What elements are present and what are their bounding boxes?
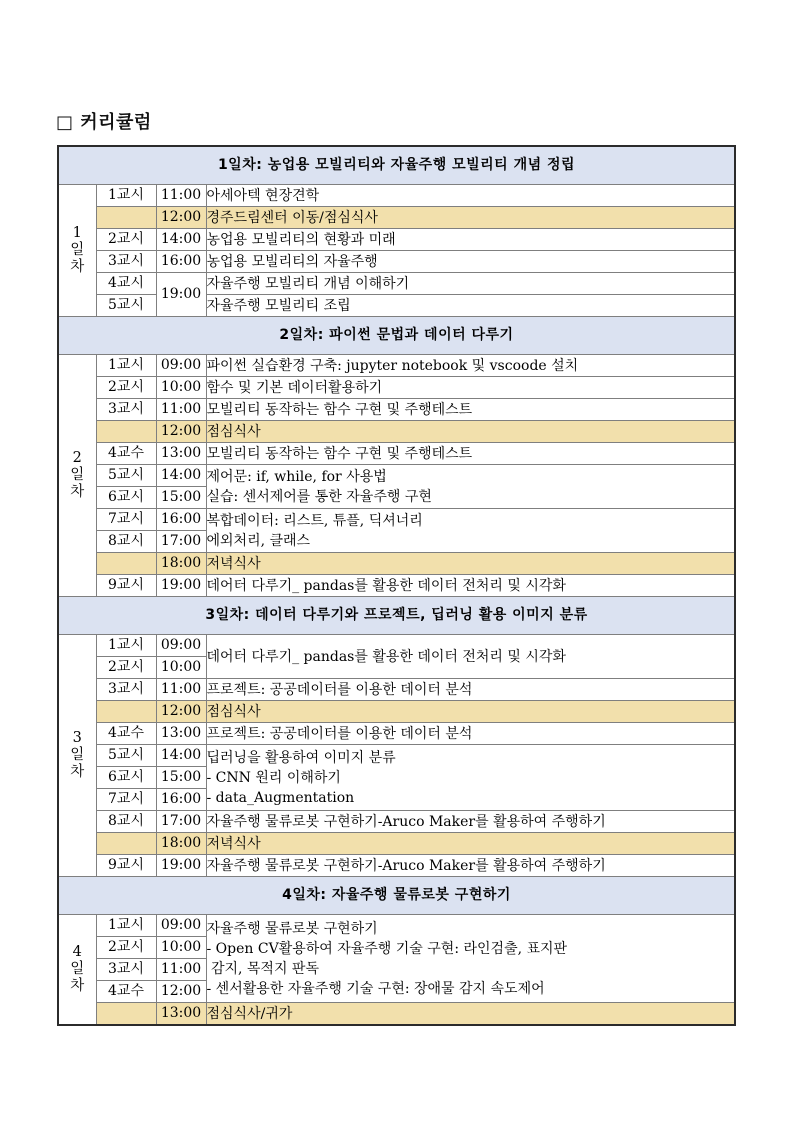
content-lines (207, 1004, 735, 1024)
page-title: □ 커리큘럼 (56, 112, 152, 133)
day-label-char: 차 (70, 764, 85, 780)
content-cell (206, 465, 735, 509)
time-cell: 12:00 (156, 207, 206, 229)
time-cell: 11:00 (156, 185, 206, 207)
content-lines (207, 834, 735, 854)
content-lines (207, 702, 735, 722)
content-lines (207, 467, 735, 507)
day-label-char: 3 (72, 730, 82, 746)
period-cell: 7교시 (96, 509, 156, 531)
content-cell (206, 509, 735, 553)
content-line: 농업용 모빌리티의 자율주행 (206, 253, 378, 270)
schedule-row (58, 399, 735, 421)
period-cell: 7교시 (96, 789, 156, 811)
schedule-row (58, 679, 735, 701)
content-cell (206, 701, 735, 723)
day-band-row (58, 146, 735, 185)
content-line: 제어문: if, while, for 사용법 (206, 468, 387, 485)
content-line: - Open CV활용하여 자율주행 기술 구현: 라인검출, 표지판 (206, 940, 568, 957)
schedule-row (58, 553, 735, 575)
period-cell (96, 701, 156, 723)
period-cell: 8교시 (96, 811, 156, 833)
time-cell: 14:00 (156, 465, 206, 487)
content-cell (206, 185, 735, 207)
content-lines (207, 919, 735, 999)
day-label-char: 4 (72, 944, 82, 960)
period-cell: 9교시 (96, 855, 156, 877)
content-line: 복합데이터: 리스트, 튜플, 딕셔너리 (206, 512, 423, 529)
schedule-row (58, 915, 735, 937)
content-line: 파이썬 실습환경 구축: jupyter notebook 및 vscoode 설치 (206, 357, 579, 374)
period-cell: 1교시 (96, 915, 156, 937)
content-line: 농업용 모빌리티의 현황과 미래 (206, 231, 396, 248)
content-lines (207, 252, 735, 272)
time-cell: 10:00 (156, 657, 206, 679)
content-line: 저녁식사 (206, 555, 261, 572)
day-label (59, 450, 96, 501)
period-cell: 3교시 (96, 679, 156, 701)
day-cell (58, 915, 96, 1026)
content-cell (206, 295, 735, 317)
content-lines (207, 296, 735, 316)
period-cell: 5교시 (96, 745, 156, 767)
content-cell (206, 833, 735, 855)
period-cell: 6교시 (96, 487, 156, 509)
time-cell: 09:00 (156, 915, 206, 937)
content-line: 점심식사/귀가 (206, 1005, 293, 1022)
content-cell (206, 679, 735, 701)
period-cell (96, 1003, 156, 1026)
content-lines (207, 378, 735, 398)
time-cell: 12:00 (156, 701, 206, 723)
schedule-row (58, 575, 735, 597)
content-cell (206, 575, 735, 597)
content-lines (207, 356, 735, 376)
content-cell (206, 443, 735, 465)
content-line: 자율주행 물류로봇 구현하기 (206, 920, 378, 937)
content-line: 에외처리, 클래스 (206, 532, 311, 549)
time-cell: 19:00 (156, 273, 206, 317)
time-cell: 18:00 (156, 833, 206, 855)
day-label-char: 일 (70, 961, 85, 977)
period-cell: 8교시 (96, 531, 156, 553)
time-cell: 16:00 (156, 509, 206, 531)
schedule-row (58, 251, 735, 273)
content-lines (207, 576, 735, 596)
schedule-row (58, 509, 735, 531)
day-band-title: 3일차: 데이터 다루기와 프로젝트, 딥러닝 활용 이미지 분류 (58, 597, 735, 635)
content-lines (207, 647, 735, 667)
time-cell: 11:00 (156, 399, 206, 421)
content-line: 자율주행 물류로봇 구현하기-Aruco Maker를 활용하여 주행하기 (206, 857, 606, 874)
day-label-char: 일 (70, 467, 85, 483)
content-line: 실습: 센서제어를 통한 자율주행 구현 (206, 488, 432, 505)
content-line: 감지, 목적지 판독 (206, 960, 319, 977)
content-line: 데어터 다루기_ pandas를 활용한 데이터 전처리 및 시각화 (206, 648, 566, 665)
content-line: - 센서활용한 자율주행 기술 구현: 장애물 감지 속도제어 (206, 980, 545, 997)
day-band-row (58, 317, 735, 355)
day-label-char: 1 (72, 225, 82, 241)
content-cell (206, 399, 735, 421)
time-cell: 19:00 (156, 855, 206, 877)
period-cell (96, 833, 156, 855)
period-cell (96, 207, 156, 229)
content-lines (207, 724, 735, 744)
content-lines (207, 400, 735, 420)
day-label-char: 일 (70, 747, 85, 763)
day-band-title: 4일차: 자율주행 물류로봇 구현하기 (58, 877, 735, 915)
schedule-row (58, 811, 735, 833)
content-cell (206, 915, 735, 1003)
period-cell (96, 553, 156, 575)
content-line: 함수 및 기본 데이터활용하기 (206, 379, 383, 396)
content-cell (206, 251, 735, 273)
schedule-row (58, 1003, 735, 1026)
content-line: - CNN 원리 이해하기 (206, 769, 341, 786)
day-cell (58, 355, 96, 597)
schedule-row (58, 207, 735, 229)
time-cell: 09:00 (156, 635, 206, 657)
day-label-char: 차 (70, 978, 85, 994)
schedule-row (58, 745, 735, 767)
period-cell: 3교시 (96, 251, 156, 273)
day-cell (58, 635, 96, 877)
time-cell: 09:00 (156, 355, 206, 377)
content-lines (207, 422, 735, 442)
curriculum-table (57, 145, 736, 1026)
day-label (59, 225, 96, 276)
content-cell (206, 421, 735, 443)
content-lines (207, 230, 735, 250)
period-cell: 5교시 (96, 295, 156, 317)
content-line: 자율주행 모빌리티 개념 이해하기 (206, 275, 410, 292)
content-line: 아세아텍 현장견학 (206, 187, 320, 204)
time-cell: 18:00 (156, 553, 206, 575)
day-label-char: 일 (70, 242, 85, 258)
period-cell: 4교수 (96, 443, 156, 465)
time-cell: 14:00 (156, 745, 206, 767)
period-cell (96, 421, 156, 443)
schedule-row (58, 421, 735, 443)
period-cell: 2교시 (96, 377, 156, 399)
content-line: 경주드림센터 이동/점심식사 (206, 209, 378, 226)
content-cell (206, 377, 735, 399)
time-cell: 16:00 (156, 789, 206, 811)
period-cell: 4교수 (96, 723, 156, 745)
time-cell: 13:00 (156, 723, 206, 745)
period-cell: 2교시 (96, 229, 156, 251)
time-cell: 13:00 (156, 1003, 206, 1026)
day-band-title: 2일차: 파이썬 문법과 데이터 다루기 (58, 317, 735, 355)
period-cell: 6교시 (96, 767, 156, 789)
content-cell (206, 229, 735, 251)
content-line: - data_Augmentation (206, 789, 355, 806)
schedule-row (58, 229, 735, 251)
content-cell (206, 273, 735, 295)
period-cell: 1교시 (96, 635, 156, 657)
schedule-row (58, 377, 735, 399)
day-label-char: 차 (70, 259, 85, 275)
time-cell: 14:00 (156, 229, 206, 251)
time-cell: 10:00 (156, 937, 206, 959)
time-cell: 15:00 (156, 767, 206, 789)
schedule-row (58, 701, 735, 723)
period-cell: 2교시 (96, 937, 156, 959)
content-cell (206, 207, 735, 229)
period-cell: 3교시 (96, 959, 156, 981)
content-line: 점심식사 (206, 423, 261, 440)
content-cell (206, 1003, 735, 1026)
content-cell (206, 811, 735, 833)
time-cell: 17:00 (156, 811, 206, 833)
content-line: 저녁식사 (206, 835, 261, 852)
schedule-row (58, 273, 735, 295)
content-line: 모빌리티 동작하는 함수 구현 및 주행테스트 (206, 401, 473, 418)
time-cell: 10:00 (156, 377, 206, 399)
schedule-row (58, 465, 735, 487)
content-lines (207, 444, 735, 464)
content-cell (206, 723, 735, 745)
day-label (59, 730, 96, 781)
schedule-row (58, 635, 735, 657)
content-lines (207, 274, 735, 294)
content-line: 딥러닝을 활용하여 이미지 분류 (206, 749, 396, 766)
day-band-title: 1일차: 농업용 모빌리티와 자율주행 모빌리티 개념 정립 (58, 146, 735, 185)
time-cell: 11:00 (156, 959, 206, 981)
content-lines (207, 554, 735, 574)
time-cell: 15:00 (156, 487, 206, 509)
content-line: 자율주행 모빌리티 조립 (206, 297, 351, 314)
time-cell: 13:00 (156, 443, 206, 465)
time-cell: 11:00 (156, 679, 206, 701)
day-band-row (58, 597, 735, 635)
day-band-row (58, 877, 735, 915)
content-line: 데어터 다루기_ pandas를 활용한 데이터 전처리 및 시각화 (206, 577, 566, 594)
period-cell: 4교시 (96, 273, 156, 295)
schedule-row (58, 855, 735, 877)
content-line: 자율주행 물류로봇 구현하기-Aruco Maker를 활용하여 주행하기 (206, 813, 606, 830)
content-cell (206, 355, 735, 377)
day-label (59, 944, 96, 995)
period-cell: 9교시 (96, 575, 156, 597)
time-cell: 19:00 (156, 575, 206, 597)
curriculum-table-body (58, 146, 735, 1025)
content-line: 프로젝트: 공공데이터를 이용한 데이터 분석 (206, 725, 473, 742)
day-label-char: 차 (70, 484, 85, 500)
schedule-row (58, 833, 735, 855)
schedule-row (58, 443, 735, 465)
content-lines (207, 186, 735, 206)
content-cell (206, 855, 735, 877)
content-line: 모빌리티 동작하는 함수 구현 및 주행테스트 (206, 445, 473, 462)
content-lines (207, 680, 735, 700)
day-cell (58, 185, 96, 317)
day-label-char: 2 (72, 450, 82, 466)
period-cell: 1교시 (96, 355, 156, 377)
content-line: 프로젝트: 공공데이터를 이용한 데이터 분석 (206, 681, 473, 698)
content-lines (207, 856, 735, 876)
schedule-row (58, 185, 735, 207)
time-cell: 16:00 (156, 251, 206, 273)
content-lines (207, 511, 735, 551)
time-cell: 17:00 (156, 531, 206, 553)
period-cell: 4교수 (96, 981, 156, 1003)
content-cell (206, 635, 735, 679)
content-lines (207, 812, 735, 832)
schedule-row (58, 723, 735, 745)
schedule-row (58, 355, 735, 377)
period-cell: 2교시 (96, 657, 156, 679)
content-lines (207, 208, 735, 228)
content-cell (206, 745, 735, 811)
period-cell: 5교시 (96, 465, 156, 487)
period-cell: 3교시 (96, 399, 156, 421)
time-cell: 12:00 (156, 981, 206, 1003)
period-cell: 1교시 (96, 185, 156, 207)
content-lines (207, 748, 735, 808)
content-cell (206, 553, 735, 575)
time-cell: 12:00 (156, 421, 206, 443)
content-line: 점심식사 (206, 703, 261, 720)
